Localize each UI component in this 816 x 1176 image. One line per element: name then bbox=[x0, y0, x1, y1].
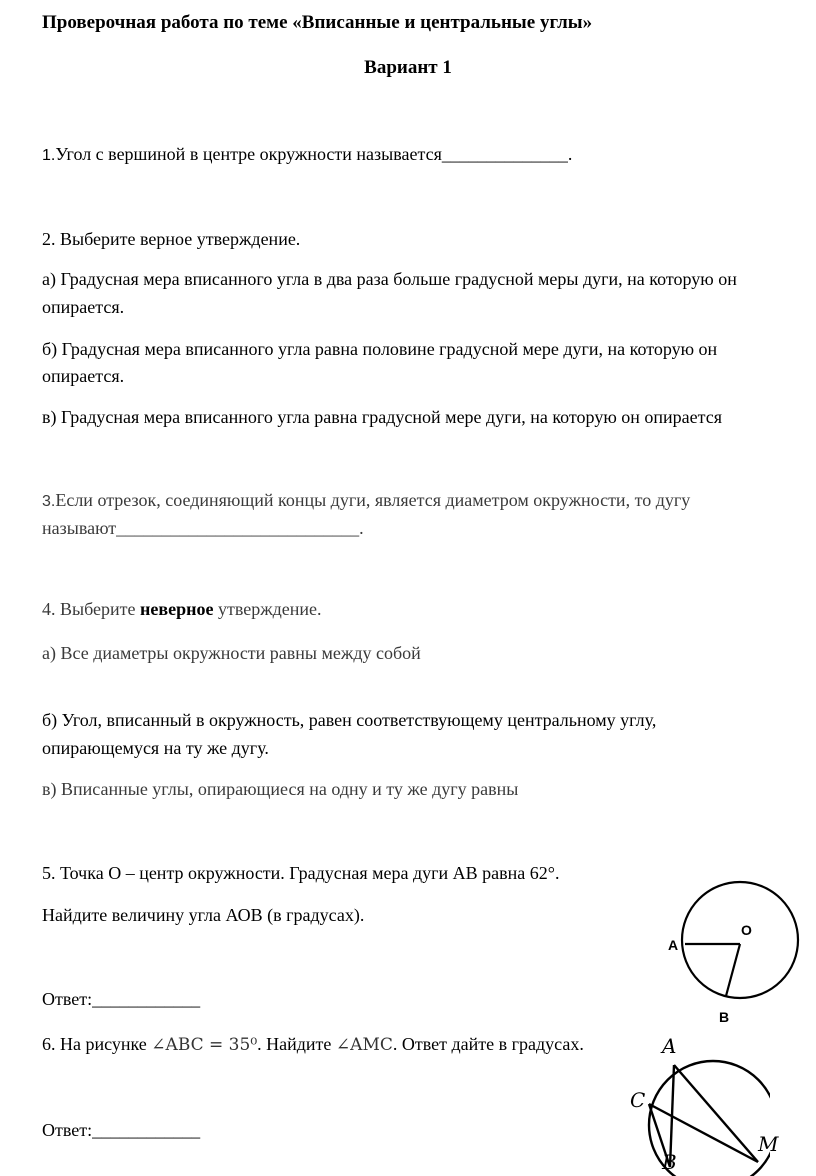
question-4-prompt-end: утверждение. bbox=[213, 599, 322, 619]
question-5-figure bbox=[680, 880, 800, 1000]
question-6-figure bbox=[640, 1052, 770, 1176]
question-2-option-b-line1: б) Градусная мера вписанного угла равна половине градусной мере дуги, на которую он bbox=[42, 339, 718, 359]
question-5-line2: Найдите величину угла АОВ (в градусах). bbox=[42, 905, 365, 925]
question-5-answer[interactable]: Ответ:____________ bbox=[42, 989, 201, 1009]
question-2-option-b-line2: опирается. bbox=[42, 366, 125, 386]
question-4-prompt-start: 4. Выберите bbox=[42, 599, 140, 619]
question-1-number: 1. bbox=[42, 147, 56, 164]
variant-title: Вариант 1 bbox=[364, 57, 452, 78]
question-6-math-amc: ∠AMC bbox=[335, 1035, 393, 1055]
page-title: Проверочная работа по теме «Вписанные и центральные углы» bbox=[42, 12, 593, 33]
question-3-number: 3. bbox=[42, 493, 56, 510]
q5-circle bbox=[682, 882, 798, 998]
question-2-option-c: в) Градусная мера вписанного угла равна градусной мере дуги, на которую он опирается bbox=[42, 407, 723, 427]
q5-label-a: A bbox=[668, 937, 679, 953]
question-4-option-a: а) Все диаметры окружности равны между собой bbox=[42, 643, 421, 663]
question-3-text-2: называют bbox=[42, 518, 117, 538]
question-3-line2 bbox=[42, 517, 364, 539]
question-6-line1 bbox=[42, 1033, 584, 1056]
q6-label-c: C bbox=[630, 1088, 646, 1112]
question-3-blank[interactable]: ___________________________ bbox=[116, 518, 360, 538]
q6-chord-am bbox=[674, 1065, 758, 1162]
question-6-text-start: 6. На рисунке bbox=[42, 1034, 152, 1054]
question-1-end: . bbox=[567, 144, 573, 164]
q5-label-b: B bbox=[719, 1009, 730, 1025]
question-6-text-end: . Ответ дайте в градусах. bbox=[392, 1034, 584, 1054]
question-1-blank[interactable]: ______________ bbox=[441, 144, 568, 164]
question-1-text: Угол с вершиной в центре окружности называется bbox=[55, 144, 442, 164]
question-6-answer[interactable]: Ответ:____________ bbox=[42, 1120, 201, 1140]
question-4-option-b-line2: опирающемуся на ту же дугу. bbox=[42, 738, 269, 758]
question-5-line1: 5. Точка О – центр окружности. Градусная мера дуги АВ равна 62°. bbox=[42, 863, 560, 883]
question-4-option-b-line1: б) Угол, вписанный в окружность, равен соответствующему центральному углу, bbox=[42, 710, 657, 730]
question-4-prompt-bold: неверное bbox=[140, 599, 214, 619]
q5-radius-ob bbox=[726, 944, 740, 996]
question-2-prompt: 2. Выберите верное утверждение. bbox=[42, 229, 301, 249]
q6-label-m: M bbox=[758, 1132, 779, 1156]
question-1 bbox=[42, 143, 572, 167]
q6-label-a: A bbox=[662, 1034, 677, 1058]
question-3-text: Если отрезок, соединяющий концы дуги, является диаметром окружности, то дугу bbox=[55, 490, 691, 510]
question-3-end: . bbox=[359, 518, 364, 538]
question-6-text-mid: . Найдите bbox=[257, 1034, 336, 1054]
question-2-option-a-line1: а) Градусная мера вписанного угла в два раза больше градусной меры дуги, на которую он bbox=[42, 269, 737, 289]
question-4-prompt bbox=[42, 598, 322, 620]
q6-label-b: B bbox=[662, 1150, 677, 1174]
question-4-option-c: в) Вписанные углы, опирающиеся на одну и ту же дугу равны bbox=[42, 779, 519, 799]
question-3-line1 bbox=[42, 489, 690, 513]
q5-label-o: O bbox=[741, 922, 752, 938]
question-2-option-a-line2: опирается. bbox=[42, 297, 125, 317]
question-6-math-abc: ∠ABC = 35⁰ bbox=[151, 1035, 258, 1055]
